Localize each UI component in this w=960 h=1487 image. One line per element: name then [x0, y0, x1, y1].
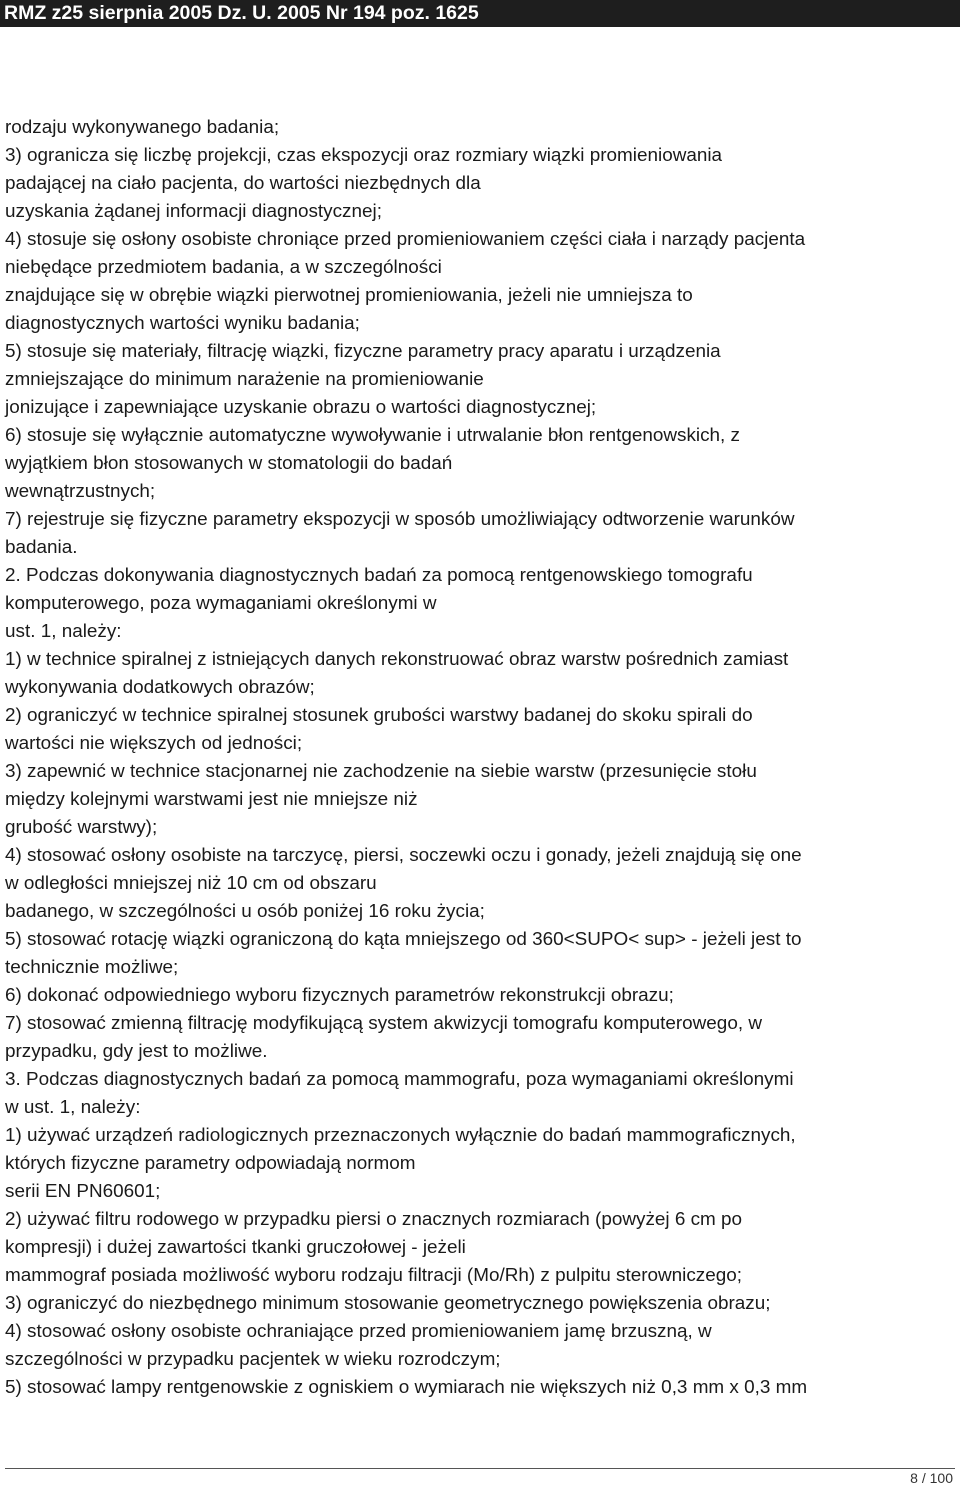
text-line: 4) stosuje się osłony osobiste chroniące przed promieniowaniem części ciała i narządy pacjenta	[5, 229, 806, 250]
text-line: znajdujące się w obrębie wiązki pierwotnej promieniowania, jeżeli nie umniejsza to	[5, 285, 693, 306]
text-line: 4) stosować osłony osobiste na tarczycę, piersi, soczewki oczu i gonady, jeżeli znajdują się one	[5, 845, 802, 866]
text-line: 3) ograniczyć do niezbędnego minimum stosowanie geometrycznego powiększenia obrazu;	[5, 1293, 771, 1314]
text-line: 2) używać filtru rodowego w przypadku piersi o znacznych rozmiarach (powyżej 6 cm po	[5, 1209, 743, 1230]
text-line: technicznie możliwe;	[5, 957, 179, 978]
text-line: 4) stosować osłony osobiste ochraniające przed promieniowaniem jamę brzuszną, w	[5, 1321, 712, 1342]
text-line: mammograf posiada możliwość wyboru rodzaju filtracji (Mo/Rh) z pulpitu sterowniczego;	[5, 1265, 743, 1286]
text-line: wewnątrzustnych;	[5, 481, 156, 502]
text-line: których fizyczne parametry odpowiadają normom	[5, 1153, 416, 1174]
text-line: 6) stosuje się wyłącznie automatyczne wywoływanie i utrwalanie błon rentgenowskich, z	[5, 425, 740, 446]
text-line: wyjątkiem błon stosowanych w stomatologii do badań	[5, 453, 453, 474]
text-line: 1) w technice spiralnej z istniejących danych rekonstruować obraz warstw pośrednich zamiast	[5, 649, 789, 670]
text-line: kompresji) i dużej zawartości tkanki gruczołowej - jeżeli	[5, 1237, 466, 1258]
text-line: rodzaju wykonywanego badania;	[5, 117, 280, 138]
text-line: 7) rejestruje się fizyczne parametry ekspozycji w sposób umożliwiający odtworzenie warunków	[5, 509, 795, 530]
text-line: 2) ograniczyć w technice spiralnej stosunek grubości warstwy badanej do skoku spirali do	[5, 705, 753, 726]
text-line: grubość warstwy);	[5, 817, 158, 838]
text-line: padającej na ciało pacjenta, do wartości niezbędnych dla	[5, 173, 481, 194]
text-line: diagnostycznych wartości wyniku badania;	[5, 313, 360, 334]
text-line: badanego, w szczególności u osób poniżej 16 roku życia;	[5, 901, 485, 922]
page-number: 8 / 100	[910, 1470, 953, 1486]
text-line: 7) stosować zmienną filtrację modyfikującą system akwizycji tomografu komputerowego, w	[5, 1013, 762, 1034]
document-header-title: RMZ z25 sierpnia 2005 Dz. U. 2005 Nr 194 poz. 1625	[4, 2, 479, 24]
text-line: 5) stosować lampy rentgenowskie z ogniskiem o wymiarach nie większych niż 0,3 mm x 0,3 mm	[5, 1377, 808, 1398]
text-line: szczególności w przypadku pacjentek w wieku rozrodczym;	[5, 1349, 501, 1370]
text-line: 5) stosować rotację wiązki ograniczoną do kąta mniejszego od 360<SUPO< sup> - jeżeli jest to	[5, 929, 802, 950]
text-line: zmniejszające do minimum narażenie na promieniowanie	[5, 369, 484, 390]
text-line: serii EN PN60601;	[5, 1181, 161, 1202]
text-line: 5) stosuje się materiały, filtrację wiązki, fizyczne parametry pracy aparatu i urządzenia	[5, 341, 721, 362]
text-line: 3. Podczas diagnostycznych badań za pomocą mammografu, poza wymaganiami określonymi	[5, 1069, 794, 1090]
text-line: w ust. 1, należy:	[5, 1097, 141, 1118]
text-line: między kolejnymi warstwami jest nie mniejsze niż	[5, 789, 418, 810]
footer-divider	[5, 1468, 955, 1469]
text-line: niebędące przedmiotem badania, a w szczególności	[5, 257, 442, 278]
text-line: w odległości mniejszej niż 10 cm od obszaru	[5, 873, 377, 894]
text-line: 2. Podczas dokonywania diagnostycznych badań za pomocą rentgenowskiego tomografu	[5, 565, 753, 586]
text-line: ust. 1, należy:	[5, 621, 122, 642]
text-line: uzyskania żądanej informacji diagnostycznej;	[5, 201, 382, 222]
text-line: 6) dokonać odpowiedniego wyboru fizycznych parametrów rekonstrukcji obrazu;	[5, 985, 674, 1006]
text-line: badania.	[5, 537, 78, 558]
text-line: 3) zapewnić w technice stacjonarnej nie zachodzenie na siebie warstw (przesunięcie stołu	[5, 761, 757, 782]
document-body-text	[5, 114, 960, 1402]
text-line: jonizujące i zapewniające uzyskanie obrazu o wartości diagnostycznej;	[5, 397, 597, 418]
text-line: 3) ogranicza się liczbę projekcji, czas ekspozycji oraz rozmiary wiązki promieniowania	[5, 145, 723, 166]
text-line: wartości nie większych od jedności;	[5, 733, 303, 754]
text-line: 1) używać urządzeń radiologicznych przeznaczonych wyłącznie do badań mammograficznych,	[5, 1125, 796, 1146]
text-line: wykonywania dodatkowych obrazów;	[5, 677, 315, 698]
document-header-bar	[0, 0, 960, 27]
text-line: przypadku, gdy jest to możliwe.	[5, 1041, 268, 1062]
text-line: komputerowego, poza wymaganiami określonymi w	[5, 593, 437, 614]
